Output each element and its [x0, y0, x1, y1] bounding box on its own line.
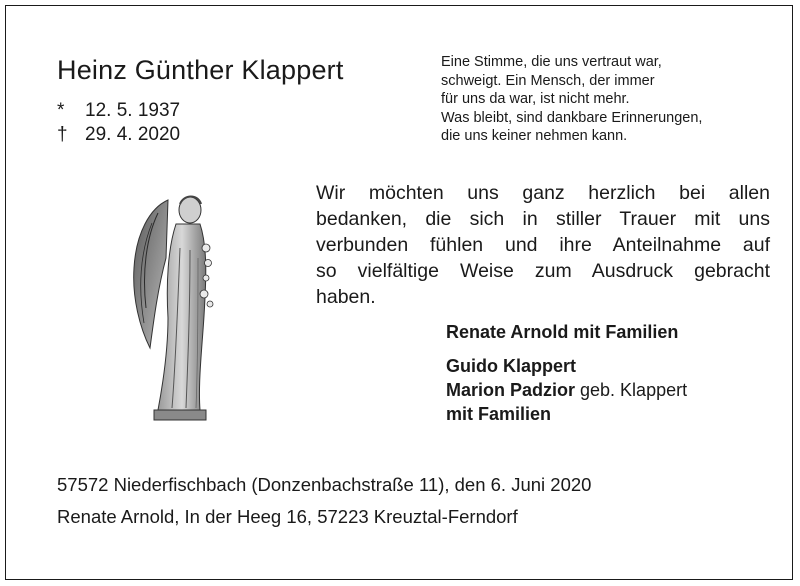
- thanks-text: [316, 180, 770, 310]
- address-line-2: Renate Arnold, In der Heeg 16, 57223 Kreuztal-Ferndorf: [57, 506, 518, 527]
- thanks-line: so vielfältige Weise zum Ausdruck gebracht: [316, 260, 770, 282]
- death-symbol: †: [57, 124, 68, 145]
- thanks-line: Wir möchten uns ganz herzlich bei allen: [316, 182, 770, 204]
- thanks-line: bedanken, die sich in stiller Trauer mit uns: [316, 208, 770, 230]
- poem-line: die uns keiner nehmen kann.: [441, 128, 628, 144]
- family-maiden-name: geb. Klappert: [575, 380, 688, 400]
- family-line-2: [446, 356, 576, 377]
- deceased-name: Heinz Günther Klappert: [57, 55, 344, 85]
- family-line-1: [446, 322, 678, 343]
- poem-line: für uns da war, ist nicht mehr.: [441, 91, 630, 107]
- family-line-4: [446, 404, 551, 425]
- family-name-marion: Marion Padzior: [446, 380, 576, 400]
- thanks-line: verbunden fühlen und ihre Anteilnahme auf: [316, 234, 770, 256]
- family-suffix: mit Familien: [446, 404, 552, 424]
- address-line-1: 57572 Niederfischbach (Donzenbachstraße 11), den 6. Juni 2020: [57, 474, 592, 495]
- poem-line: Was bleibt, sind dankbare Erinnerungen,: [441, 109, 703, 126]
- angel-statue-icon: [128, 188, 228, 433]
- death-date: 29. 4. 2020: [85, 124, 181, 145]
- thanks-line: haben.: [316, 286, 376, 308]
- poem: [441, 53, 771, 146]
- family-name-guido: Guido Klappert: [446, 356, 576, 376]
- birth-symbol: *: [57, 100, 65, 121]
- family-name-renate: Renate Arnold mit Familien: [446, 322, 679, 342]
- poem-line: schweigt. Ein Mensch, der immer: [441, 72, 655, 89]
- family-line-3: [446, 380, 687, 401]
- poem-line: Eine Stimme, die uns vertraut war,: [441, 54, 662, 70]
- birth-date-row: [57, 100, 180, 122]
- birth-date: 12. 5. 1937: [85, 100, 181, 121]
- death-date-row: [57, 124, 180, 146]
